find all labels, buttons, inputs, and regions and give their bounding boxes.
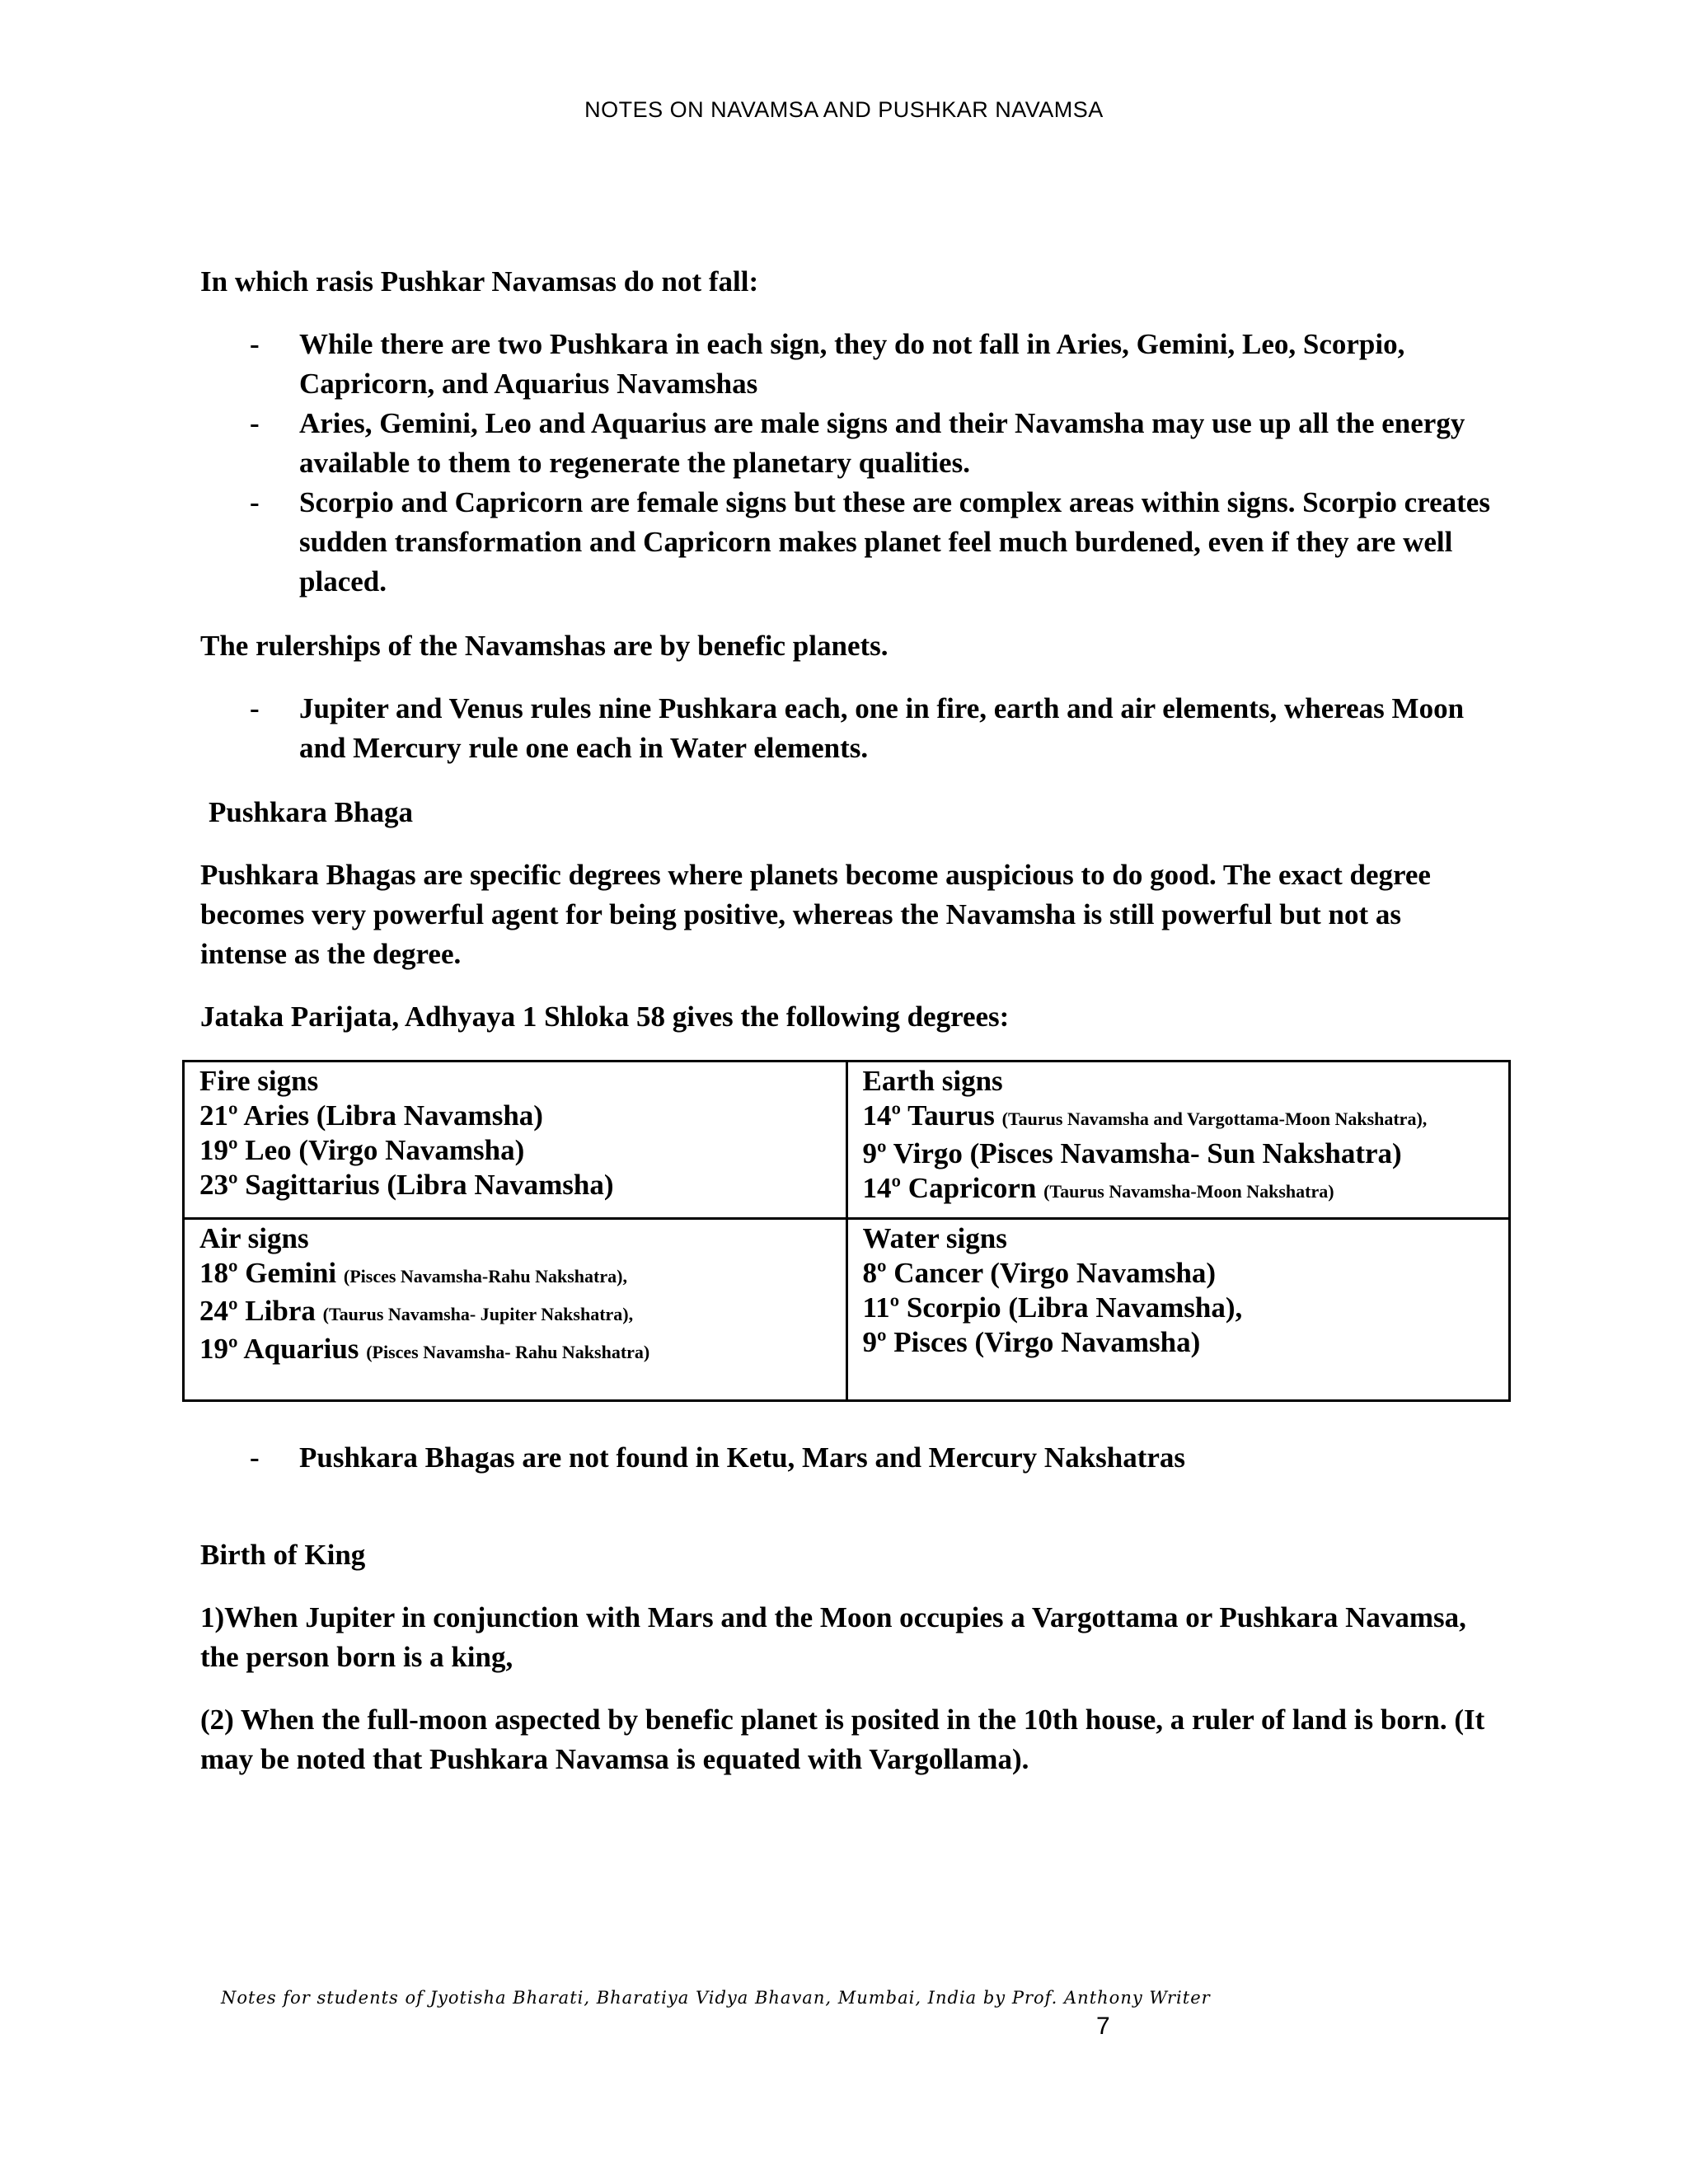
table-cell-line: 9º Virgo (Pisces Navamsha- Sun Nakshatra) — [862, 1137, 1402, 1169]
rulerships-list — [200, 689, 1494, 768]
table-cell-line: 19º Leo (Virgo Navamsha) — [199, 1134, 525, 1166]
table-cell-line: 11º Scorpio (Libra Navamsha), — [862, 1291, 1243, 1324]
list-item: - Aries, Gemini, Leo and Aquarius are male signs and their Navamsha may use up all the energy available to them to regenerate the planetary qualities. — [250, 407, 1465, 479]
birth-of-king-paragraph-1: 1)When Jupiter in conjunction with Mars and the Moon occupies a Vargottama or Pushkara Navamsa, the person born is a king, — [200, 1601, 1466, 1673]
pushkara-bhaga-heading: Pushkara Bhaga — [209, 796, 413, 828]
table-cell-line: 23º Sagittarius (Libra Navamsha) — [199, 1169, 614, 1201]
birth-of-king-heading: Birth of King — [200, 1539, 366, 1571]
air-signs-cell — [184, 1219, 847, 1401]
earth-signs-cell — [846, 1062, 1510, 1219]
table-cell-line: 19º Aquarius (Pisces Navamsha- Rahu Nakshatra) — [199, 1333, 650, 1365]
table-cell-line: 18º Gemini (Pisces Navamsha-Rahu Nakshatra), — [199, 1257, 627, 1289]
list-item: - Jupiter and Venus rules nine Pushkara each, one in fire, earth and air elements, whereas Moon and Mercury rule one each in Water elements. — [250, 692, 1465, 764]
water-signs-cell — [846, 1219, 1510, 1401]
rasis-list — [200, 325, 1494, 602]
table-cell-line: 14º Taurus (Taurus Navamsha and Vargottama-Moon Nakshatra), — [862, 1099, 1428, 1132]
pushkara-degrees-table — [182, 1060, 1511, 1402]
birth-of-king-paragraph-2: (2) When the full-moon aspected by benefic planet is posited in the 10th house, a ruler of land is born. (It may be noted that Pushkara Navamsa is equated with Vargollama). — [200, 1704, 1485, 1775]
list-item: - While there are two Pushkara in each sign, they do not fall in Aries, Gemini, Leo, Scorpio, Capricorn, and Aquarius Navamshas — [250, 328, 1405, 400]
section-heading-rulerships: The rulerships of the Navamshas are by benefic planets. — [200, 630, 889, 662]
page-number: 7 — [1096, 2013, 1110, 2040]
section-heading-rasis: In which rasis Pushkar Navamsas do not fall: — [200, 265, 759, 298]
pushkara-bhaga-paragraph: Pushkara Bhagas are specific degrees where planets become auspicious to do good. The exact degree becomes very powerful agent for being positive, whereas the Navamsha is still powerful but not as intense as the degree. — [200, 859, 1431, 970]
nakshatra-note-list — [200, 1438, 1494, 1478]
table-cell-line: 21º Aries (Libra Navamsha) — [199, 1099, 543, 1132]
fire-signs-title: Fire signs — [199, 1065, 319, 1097]
list-item: - Scorpio and Capricorn are female signs but these are complex areas within signs. Scorpio creates sudden transformation and Capricorn makes planet feel much burdened, even if they are well placed. — [250, 486, 1490, 598]
fire-signs-cell — [184, 1062, 847, 1219]
source-line: Jataka Parijata, Adhyaya 1 Shloka 58 gives the following degrees: — [200, 1001, 1010, 1033]
air-signs-title: Air signs — [199, 1222, 309, 1254]
page-content — [200, 262, 1494, 1802]
water-signs-title: Water signs — [862, 1222, 1007, 1254]
table-cell-line: 8º Cancer (Virgo Navamsha) — [862, 1257, 1217, 1289]
table-cell-line: 24º Libra (Taurus Navamsha- Jupiter Nakshatra), — [199, 1295, 634, 1327]
table-cell-line: 9º Pisces (Virgo Navamsha) — [862, 1326, 1201, 1358]
table-cell-line: 14º Capricorn (Taurus Navamsha-Moon Nakshatra) — [862, 1172, 1334, 1204]
footer-note: Notes for students of Jyotisha Bharati, Bharatiya Vidya Bhavan, Mumbai, India by Prof. Anthony Writer — [221, 1988, 1211, 2008]
earth-signs-title: Earth signs — [862, 1065, 1003, 1097]
page-header: NOTES ON NAVAMSA AND PUSHKAR NAVAMSA — [584, 97, 1104, 122]
list-item: - Pushkara Bhagas are not found in Ketu, Mars and Mercury Nakshatras — [250, 1441, 1186, 1474]
